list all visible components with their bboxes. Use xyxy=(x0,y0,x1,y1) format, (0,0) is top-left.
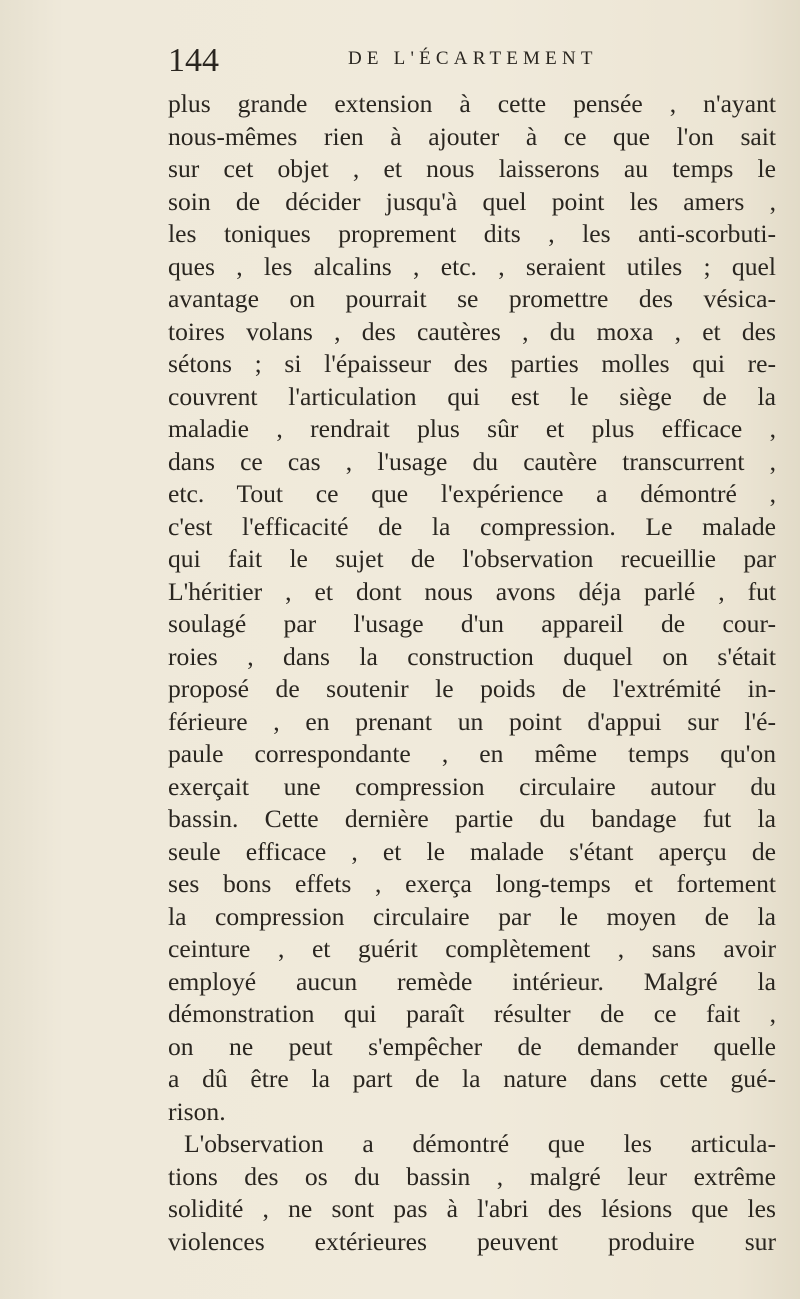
body-text xyxy=(168,88,776,1258)
text-line: paule correspondante , en même temps qu'on xyxy=(168,739,776,768)
text-line-paragraph-start: L'observation a démontré que les articula- xyxy=(184,1129,776,1158)
text-line: etc. Tout ce que l'expérience a démontré , xyxy=(168,479,776,508)
text-line: solidité , ne sont pas à l'abri des lésions que les xyxy=(168,1194,776,1223)
text-line: ques , les alcalins , etc. , seraient utiles ; quel xyxy=(168,251,776,281)
text-line: sur cet objet , et nous laisserons au temps le xyxy=(168,154,776,183)
text-line: démonstration qui paraît résulter de ce fait , xyxy=(168,999,776,1028)
text-line: sétons ; si l'épaisseur des parties molles qui re- xyxy=(168,349,776,378)
text-line: ceinture , et guérit complètement , sans avoir xyxy=(168,934,776,963)
page-number: 144 xyxy=(168,42,219,79)
text-line: dans ce cas , l'usage du cautère transcurrent , xyxy=(168,446,776,476)
text-line: toires volans , des cautères , du moxa , et des xyxy=(168,316,776,346)
text-line: violences extérieures peuvent produire sur xyxy=(168,1226,776,1256)
text-line: exerçait une compression circulaire autour du xyxy=(168,771,776,801)
text-line: maladie , rendrait plus sûr et plus efficace , xyxy=(168,414,776,443)
text-line: soin de décider jusqu'à quel point les amers , xyxy=(168,186,776,216)
text-line-paragraph-end: rison. xyxy=(168,1096,226,1126)
text-line: proposé de soutenir le poids de l'extrémité in- xyxy=(168,674,776,703)
text-line: nous-mêmes rien à ajouter à ce que l'on sait xyxy=(168,121,776,151)
text-line: soulagé par l'usage d'un appareil de cour- xyxy=(168,609,776,638)
text-line: on ne peut s'empêcher de demander quelle xyxy=(168,1031,776,1061)
text-line: employé aucun remède intérieur. Malgré la xyxy=(168,966,776,996)
text-line: roies , dans la construction duquel on s'était xyxy=(168,641,776,671)
text-line: L'héritier , et dont nous avons déja parlé , fut xyxy=(168,576,776,606)
text-line: plus grande extension à cette pensée , n'ayant xyxy=(168,89,776,118)
text-line: seule efficace , et le malade s'étant aperçu de xyxy=(168,836,776,866)
text-line: tions des os du bassin , malgré leur extrême xyxy=(168,1161,776,1191)
text-line: a dû être la part de la nature dans cette gué- xyxy=(168,1064,776,1093)
text-line: c'est l'efficacité de la compression. Le malade xyxy=(168,511,776,541)
text-line: qui fait le sujet de l'observation recueillie par xyxy=(168,544,776,573)
running-head: DE L'ÉCARTEMENT xyxy=(348,48,598,69)
text-line: bassin. Cette dernière partie du bandage fut la xyxy=(168,804,776,833)
text-line: férieure , en prenant un point d'appui sur l'é- xyxy=(168,706,776,736)
text-line: ses bons effets , exerça long-temps et fortement xyxy=(168,869,776,898)
text-line: avantage on pourrait se promettre des vésica- xyxy=(168,284,776,313)
page-header xyxy=(168,40,768,82)
text-line: la compression circulaire par le moyen de la xyxy=(168,901,776,931)
text-line: les toniques proprement dits , les anti-scorbuti- xyxy=(168,219,776,248)
text-line: couvrent l'articulation qui est le siège de la xyxy=(168,381,776,411)
